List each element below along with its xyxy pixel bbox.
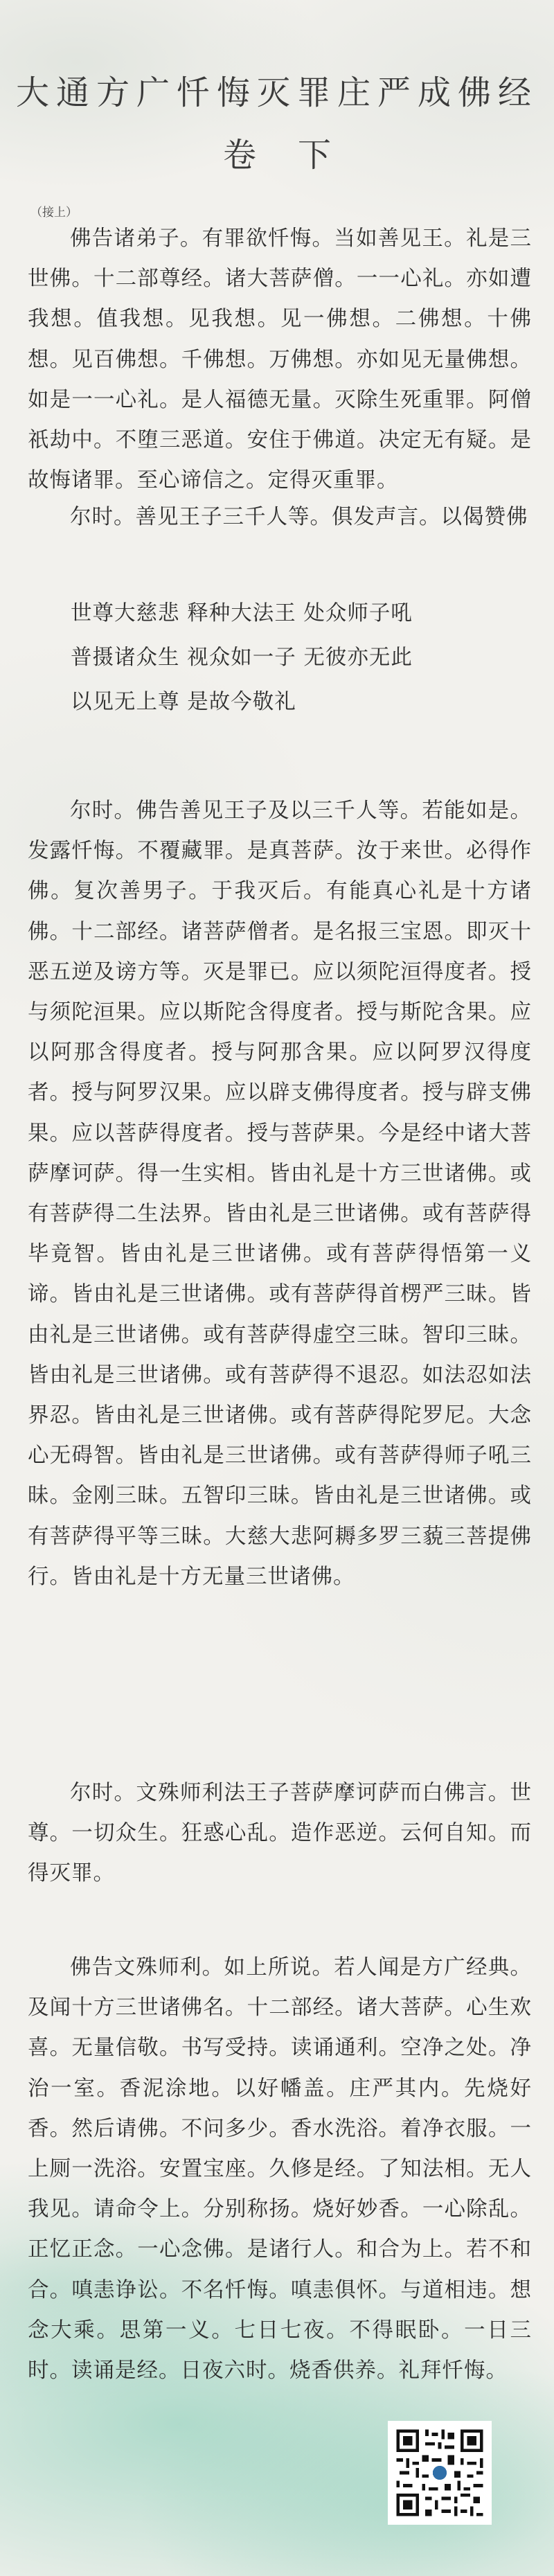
paragraph-1: 佛告诸弟子。有罪欲忏悔。当如善见王。礼是三世佛。十二部尊经。诸大菩萨僧。一一心礼。亦如遭我想。值我想。见我想。见一佛想。二佛想。十佛想。见百佛想。千佛想。万佛想。亦如见无量佛想。如是一一心礼。是人福德无量。灭除生死重罪。阿僧祇劫中。不堕三恶道。安住于佛道。决定无有疑。是故悔诸罪。至心谛信之。定得灭重罪。 bbox=[28, 226, 532, 493]
continuation-note: （接上） bbox=[30, 206, 78, 220]
paragraph-3: 尔时。佛告善见王子及以三千人等。若能如是。发露忏悔。不覆藏罪。是真菩萨。汝于来世。必得作佛。复次善男子。于我灭后。有能真心礼是十方诸佛。十二部经。诸菩萨僧者。是名报三宝恩。即灭十恶五逆及谤方等。灭是罪已。应以须陀洹得度者。授与须陀洹果。应以斯陀含得度者。授与斯陀含果。应以阿那含得度者。授与阿那含果。应以阿罗汉得度者。授与阿罗汉果。应以辟支佛得度者。授与辟支佛果。应以菩萨得度者。授与菩萨果。今是经中诸大菩萨摩诃萨。得一生实相。皆由礼是十方三世诸佛。或有菩萨得二生法界。皆由礼是三世诸佛。或有菩萨得毕竟智。皆由礼是三世诸佛。或有菩萨得悟第一义谛。皆由礼是三世诸佛。或有菩萨得首楞严三昧。皆由礼是三世诸佛。或有菩萨得虚空三昧。智印三昧。皆由礼是三世诸佛。或有菩萨得不退忍。如法忍如法界忍。皆由礼是三世诸佛。或有菩萨得陀罗尼。大念心无碍智。皆由礼是三世诸佛。或有菩萨得师子吼三昧。金刚三昧。五智印三昧。皆由礼是三世诸佛。或有菩萨得平等三昧。大慈大悲阿耨多罗三藐三菩提佛行。皆由礼是十方无量三世诸佛。 bbox=[28, 799, 532, 1589]
volume-title: 卷下 bbox=[222, 136, 373, 175]
qr-code[interactable] bbox=[388, 2421, 492, 2525]
paragraph-2: 尔时。善见王子三千人等。俱发声言。以偈赞佛 bbox=[70, 505, 528, 529]
verse-line: 普摄诸众生 视众如一子 无彼亦无此 bbox=[71, 646, 413, 670]
verse-line: 世尊大慈悲 释种大法王 处众师子吼 bbox=[71, 601, 413, 625]
sutra-title: 大通方广忏悔灭罪庄严成佛经 bbox=[15, 73, 538, 112]
qr-code-icon bbox=[393, 2426, 486, 2519]
paragraph-4: 尔时。文殊师利法王子菩萨摩诃萨而白佛言。世尊。一切众生。狂惑心乱。造作恶逆。云何自知。而得灭罪。 bbox=[28, 1781, 532, 1886]
verse-line: 以见无上尊 是故今敬礼 bbox=[71, 690, 296, 714]
paragraph-5: 佛告文殊师利。如上所说。若人闻是方广经典。及闻十方三世诸佛名。十二部经。诸大菩萨。心生欢喜。无量信敬。书写受持。读诵通利。空净之处。净治一室。香泥涂地。以好幡盖。庄严其内。先烧好香。然后请佛。不问多少。香水洗浴。着净衣服。一上厕一洗浴。安置宝座。久修是经。了知法相。无人我见。请命令上。分别称扬。烧好妙香。一心除乱。正忆正念。一心念佛。是诸行人。和合为上。若不和合。嗔恚诤讼。不名忏悔。嗔恚俱怀。与道相违。想念大乘。思第一义。七日七夜。不得眠卧。一日三时。读诵是经。日夜六时。烧香供养。礼拜忏悔。 bbox=[28, 1955, 532, 2383]
